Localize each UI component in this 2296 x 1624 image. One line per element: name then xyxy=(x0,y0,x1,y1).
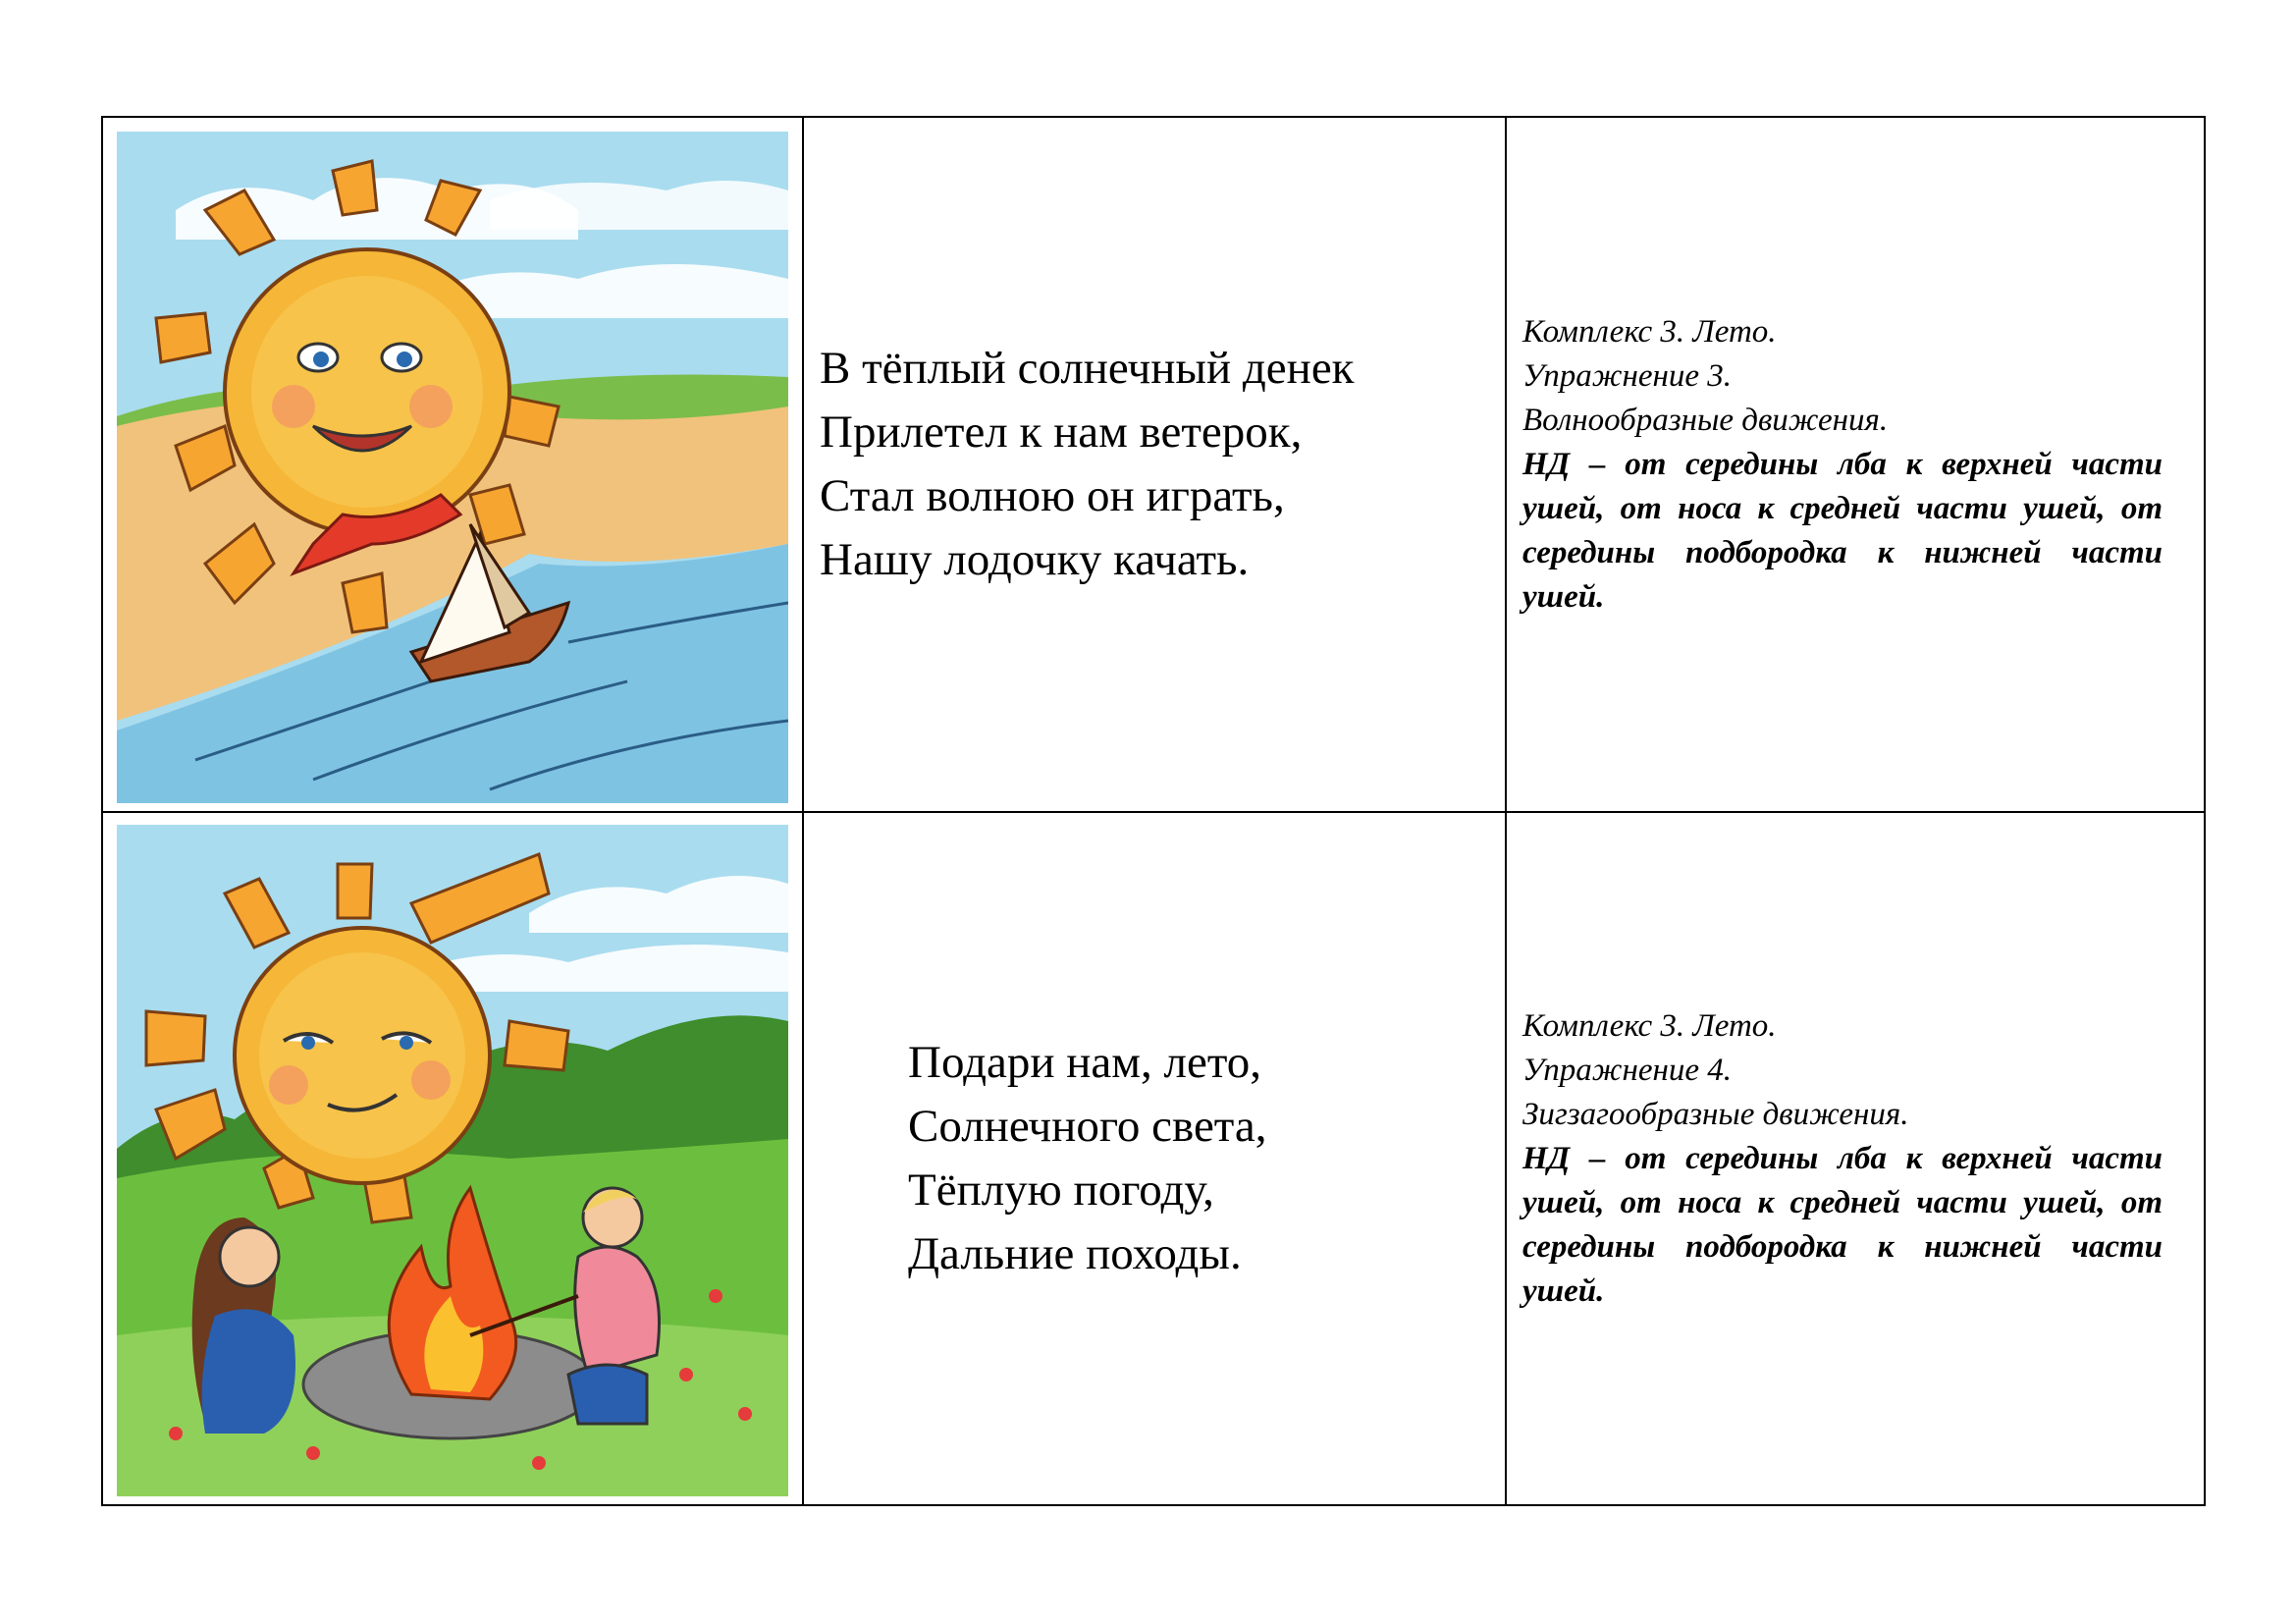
card-row-1 xyxy=(103,118,2204,813)
poem-cell-1 xyxy=(806,118,1507,811)
sun-campfire-illustration xyxy=(117,825,788,1496)
exercise-description: НД – от середины лба к верхней части ушей, от носа к средней части ушей, от середины подбородка к нижней части ушей. xyxy=(1522,446,2163,615)
card-row-2 xyxy=(103,813,2204,1504)
poem-1 xyxy=(806,337,1355,592)
poem-line: В тёплый солнечный денек xyxy=(820,343,1355,394)
exercise-label: Упражнение 4. xyxy=(1522,1052,1733,1088)
exercise-note-1 xyxy=(1509,310,2176,620)
poem-line: Подари нам, лето, xyxy=(908,1037,1262,1088)
movement-label: Зигзагообразные движения. xyxy=(1522,1096,1909,1132)
poem-line: Прилетел к нам ветерок, xyxy=(820,406,1303,458)
exercise-cards-table xyxy=(101,116,2206,1506)
poem-line: Стал волною он играть, xyxy=(820,470,1285,521)
sun-boat-illustration xyxy=(117,132,788,803)
poem-cell-2 xyxy=(806,813,1507,1504)
poem-line: Солнечного света, xyxy=(908,1101,1267,1152)
poem-line: Тёплую погоду, xyxy=(908,1164,1214,1216)
exercise-label: Упражнение 3. xyxy=(1522,357,1733,394)
poem-2 xyxy=(806,1031,1267,1286)
complex-label: Комплекс 3. Лето. xyxy=(1522,313,1777,350)
poem-line: Дальние походы. xyxy=(908,1228,1242,1279)
movement-label: Волнообразные движения. xyxy=(1522,402,1889,438)
complex-label: Комплекс 3. Лето. xyxy=(1522,1007,1777,1044)
exercise-note-2 xyxy=(1509,1004,2176,1314)
illustration-cell-2 xyxy=(103,813,804,1504)
exercise-description: НД – от середины лба к верхней части ушей, от носа к средней части ушей, от середины подбородка к нижней части ушей. xyxy=(1522,1140,2163,1309)
note-cell-1 xyxy=(1509,118,2204,811)
note-cell-2 xyxy=(1509,813,2204,1504)
illustration-cell-1 xyxy=(103,118,804,811)
poem-line: Нашу лодочку качать. xyxy=(820,534,1250,585)
